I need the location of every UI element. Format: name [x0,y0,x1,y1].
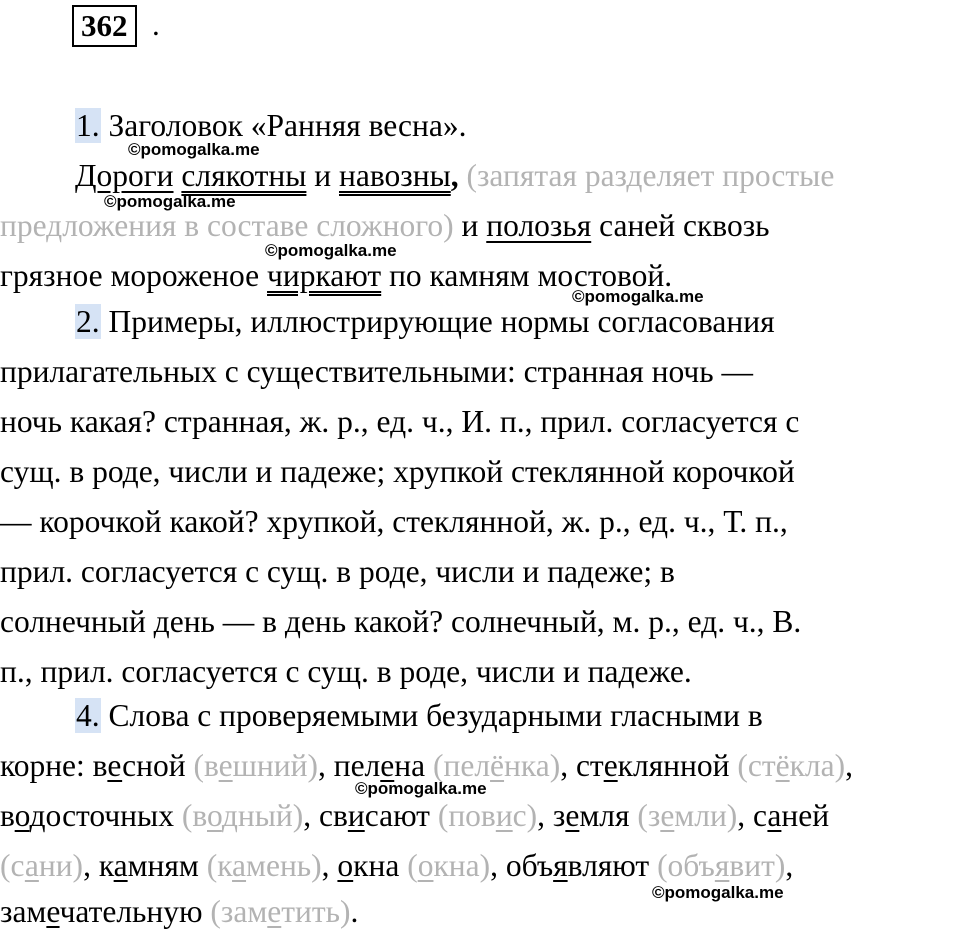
item2-line3: ночь какая? странная, ж. р., ед. ч., И. п., прил. согласуется с [0,404,800,439]
watermark: ©pomogalka.me [355,779,487,798]
word-steklyannoy: стеклянной [575,748,730,783]
item4-text1: Слова с проверяемыми безударными гласными в [100,698,763,733]
predicate-chirkayut: чиркают [267,258,382,293]
and-text: и [453,208,487,243]
item1-sentence-line1 [0,156,960,196]
check-kamen: (камень) [206,848,322,883]
check-obyavit: (объявит) [657,848,786,883]
check-zemli: (земли) [637,798,738,833]
item2-line7: солнечный день — в день какой? солнечный, м. р., ед. ч., В. [0,604,802,639]
subject-polozya: полозья [486,208,592,243]
comment-part1: (запятая разделяет простые [458,158,835,193]
korne-text: корне: [0,748,93,783]
check-zametit: (заметить) [210,894,351,929]
word-zamechatelnuyu: замечательную [0,894,203,929]
item2-number: 2. [76,304,100,339]
check-sani: (сани) [0,848,84,883]
item2-text1: Примеры, иллюстрирующие нормы согласования [100,304,775,339]
word-obyavlyayut: объявляют [505,848,650,883]
item4-line3: водосточных (водный), свисают (повис), земля (земли), саней [0,798,830,833]
check-vodnyy: (водный) [181,798,304,833]
watermark: ©pomogalka.me [652,883,784,902]
item1-sentence-line3 [0,256,960,296]
word-okna: окна [337,848,400,883]
item2-line6: прил. согласуется с сущ. в роде, числи и падеже; в [0,554,675,589]
item2-line1 [0,302,960,342]
word-vesnoy: весной [92,748,186,783]
separating-comma: , [450,158,459,193]
word-vodostochnyh: водосточных [0,798,174,833]
item1-heading: Заголовок «Ранняя весна». [100,108,467,143]
item2-line4: сущ. в роде, числи и падеже; хрупкой стеклянной корочкой [0,454,795,489]
task-number: 362 [81,8,128,43]
word-zemlya: земля [552,798,630,833]
rest-text: саней сквозь [591,208,770,243]
text-a: грязное мороженое [0,258,268,293]
task-number-dot: . [152,7,160,42]
conj-i: и [314,158,332,193]
item4-line1 [0,696,960,736]
watermark: ©pomogalka.me [572,287,704,306]
text-b: по камням мостовой. [381,258,673,293]
item4-number: 4. [76,698,100,733]
item4-line5: замечательную (заметить). [0,894,359,929]
predicate-slyakotny: слякотны [181,158,307,193]
predicate-navozny: навозны [339,158,451,193]
check-veshniy: (вешний) [193,748,318,783]
comment-part2: предложения в составе сложного) [0,208,454,243]
item2-line5: — корочкой какой? хрупкой, стеклянной, ж. р., ед. ч., Т. п., [0,504,788,539]
check-styokla: (стёкла) [737,748,846,783]
check-pelyonka: (пелёнка) [432,748,561,783]
word-svisayut: свисают [319,798,430,833]
item1-sentence-line2 [0,206,960,246]
subject-dorogi: Дороги [75,158,174,193]
watermark: ©pomogalka.me [128,140,260,159]
item4-line4: (сани), камням (камень), окна (окна), объявляют (объявит), [0,848,794,883]
item4-line2: корне: весной (вешний), пелена (пелёнка), стеклянной (стёкла), [0,748,853,783]
task-number-box [72,5,137,47]
watermark: ©pomogalka.me [265,241,397,260]
item2-line2: прилагательных с существительными: странная ночь — [0,354,753,389]
word-saney: саней [753,798,830,833]
check-okna: (окна) [407,848,491,883]
word-kamnyam: камням [98,848,199,883]
item1-number: 1. [76,108,100,143]
item2-line8: п., прил. согласуется с сущ. в роде, числи и падеже. [0,654,692,689]
check-povis: (повис) [437,798,538,833]
word-pelena: пелена [333,748,426,783]
watermark: ©pomogalka.me [104,192,236,211]
